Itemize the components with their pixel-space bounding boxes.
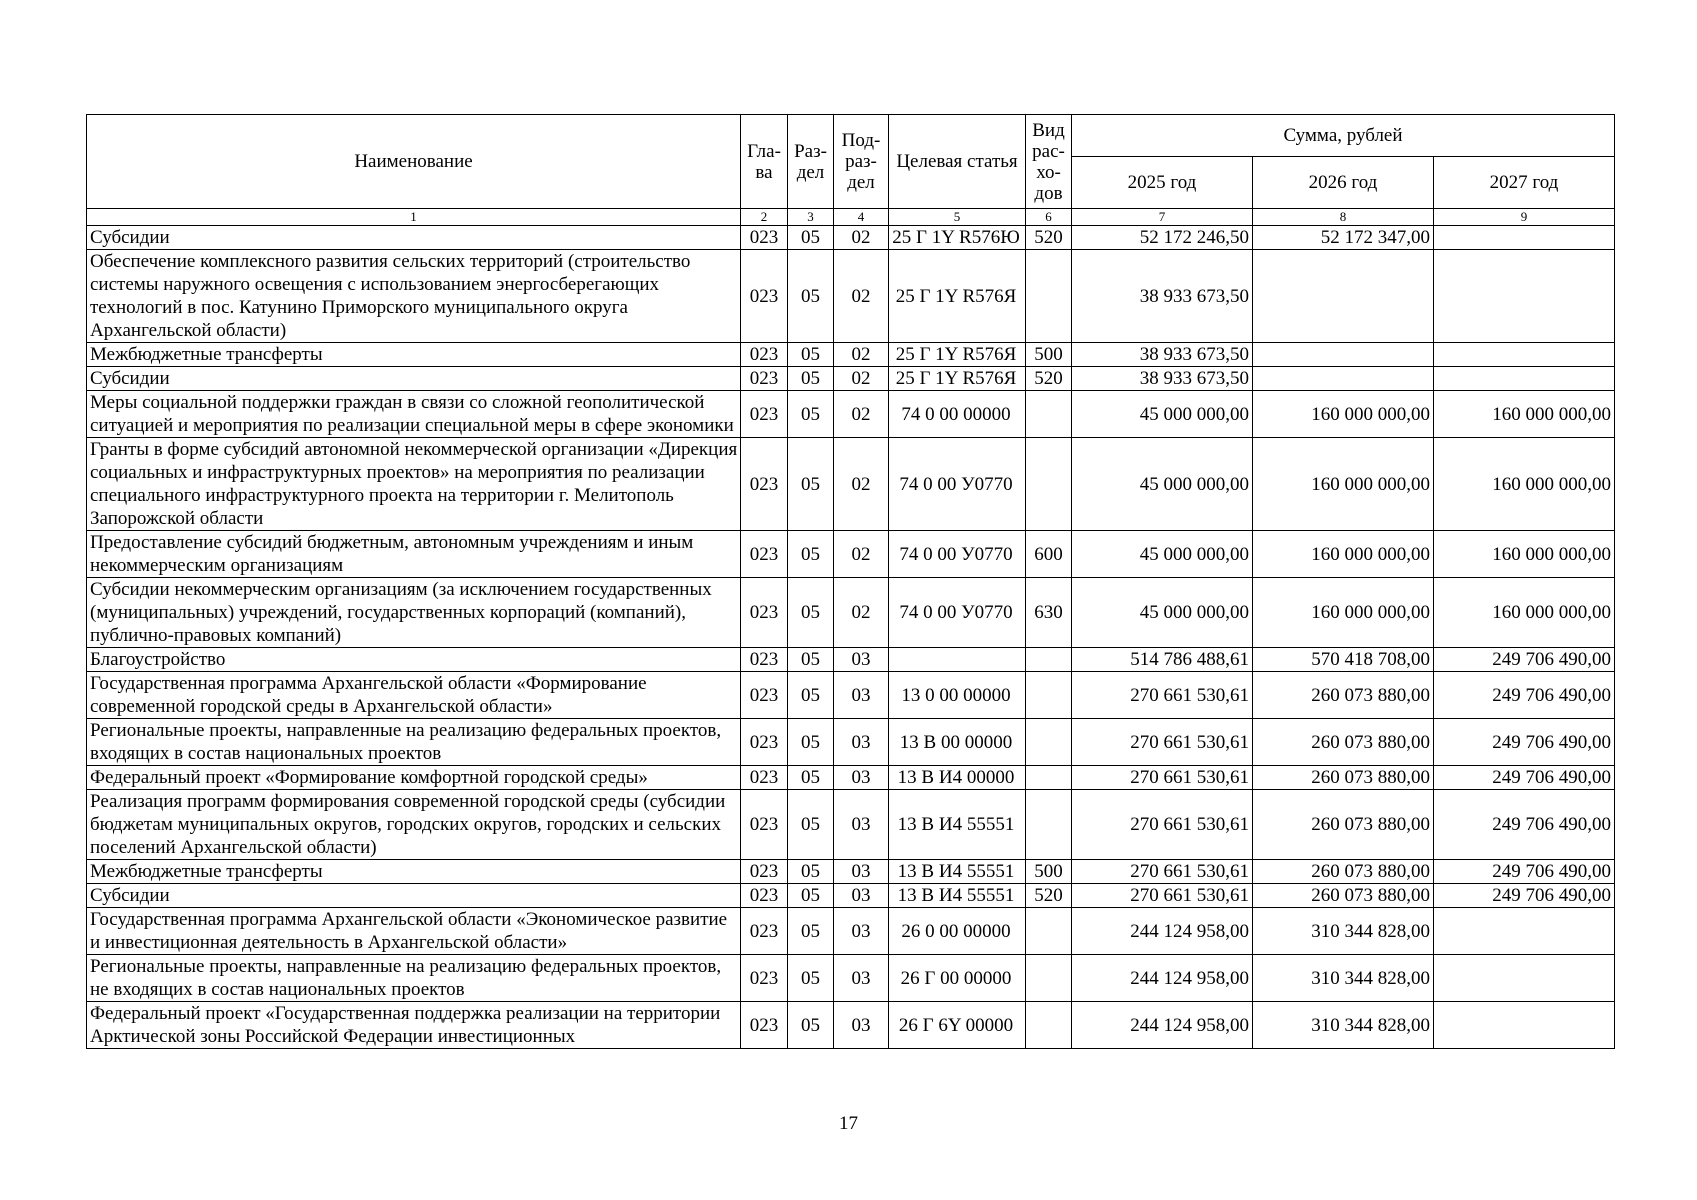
table-row: [87, 578, 1615, 648]
row-razdel: 05: [788, 955, 834, 1002]
column-number: 8: [1253, 209, 1434, 226]
row-sum-2027: [1434, 367, 1615, 391]
row-name: Предоставление субсидий бюджетным, автономным учреждениям и иным некоммерческим организациям: [87, 531, 741, 578]
table-row: [87, 250, 1615, 343]
row-sum-2025: 270 661 530,61: [1072, 790, 1253, 860]
row-razdel: 05: [788, 672, 834, 719]
row-expense-type: [1026, 719, 1072, 766]
row-name: Субсидии некоммерческим организациям (за исключением государственных (муниципальных) учреждений, государственных корпораций (компаний), публично-правовых компаний): [87, 578, 741, 648]
row-target-article: 25 Г 1Y R576Я: [889, 367, 1026, 391]
row-glava: 023: [741, 391, 788, 438]
table-row: [87, 367, 1615, 391]
column-number: 7: [1072, 209, 1253, 226]
row-sum-2025: 52 172 246,50: [1072, 226, 1253, 250]
row-glava: 023: [741, 672, 788, 719]
table-row: [87, 955, 1615, 1002]
row-target-article: 25 Г 1Y R576Я: [889, 343, 1026, 367]
row-sum-2027: 249 706 490,00: [1434, 884, 1615, 908]
row-sum-2026: 260 073 880,00: [1253, 860, 1434, 884]
row-name: Субсидии: [87, 226, 741, 250]
column-number: 9: [1434, 209, 1615, 226]
header-razdel: Раз-дел: [788, 115, 834, 209]
row-target-article: 13 0 00 00000: [889, 672, 1026, 719]
row-razdel: 05: [788, 578, 834, 648]
row-expense-type: 520: [1026, 367, 1072, 391]
row-sum-2027: 249 706 490,00: [1434, 672, 1615, 719]
row-expense-type: [1026, 790, 1072, 860]
budget-table: [86, 114, 1615, 1049]
row-name: Государственная программа Архангельской области «Экономическое развитие и инвестиционная деятельность в Архангельской области»: [87, 908, 741, 955]
row-sum-2026: [1253, 367, 1434, 391]
table-row: [87, 438, 1615, 531]
row-name: Реализация программ формирования современной городской среды (субсидии бюджетам муниципальных округов, городских округов, городских и сельских поселений Архангельской области): [87, 790, 741, 860]
row-sum-2025: 45 000 000,00: [1072, 391, 1253, 438]
row-sum-2025: 244 124 958,00: [1072, 1002, 1253, 1049]
column-number-row: [87, 209, 1615, 226]
row-sum-2026: [1253, 250, 1434, 343]
row-sum-2025: 514 786 488,61: [1072, 648, 1253, 672]
column-number: 4: [834, 209, 889, 226]
row-razdel: 05: [788, 790, 834, 860]
row-glava: 023: [741, 250, 788, 343]
row-podrazdel: 02: [834, 226, 889, 250]
row-sum-2027: [1434, 1002, 1615, 1049]
row-podrazdel: 02: [834, 578, 889, 648]
row-podrazdel: 02: [834, 531, 889, 578]
row-expense-type: [1026, 438, 1072, 531]
row-name: Благоустройство: [87, 648, 741, 672]
row-target-article: 26 0 00 00000: [889, 908, 1026, 955]
row-expense-type: [1026, 672, 1072, 719]
row-razdel: 05: [788, 226, 834, 250]
row-sum-2027: 249 706 490,00: [1434, 648, 1615, 672]
row-sum-2026: 570 418 708,00: [1253, 648, 1434, 672]
row-expense-type: 500: [1026, 343, 1072, 367]
row-razdel: 05: [788, 648, 834, 672]
row-glava: 023: [741, 531, 788, 578]
table-row: [87, 648, 1615, 672]
row-podrazdel: 02: [834, 367, 889, 391]
row-glava: 023: [741, 766, 788, 790]
row-podrazdel: 03: [834, 1002, 889, 1049]
row-sum-2026: [1253, 343, 1434, 367]
row-sum-2025: 270 661 530,61: [1072, 672, 1253, 719]
row-sum-2026: 260 073 880,00: [1253, 790, 1434, 860]
header-glava: Гла-ва: [741, 115, 788, 209]
table-row: [87, 908, 1615, 955]
row-target-article: 13 В И4 00000: [889, 766, 1026, 790]
row-expense-type: 500: [1026, 860, 1072, 884]
row-expense-type: 630: [1026, 578, 1072, 648]
row-name: Региональные проекты, направленные на реализацию федеральных проектов, не входящих в состав национальных проектов: [87, 955, 741, 1002]
row-sum-2025: 45 000 000,00: [1072, 578, 1253, 648]
row-glava: 023: [741, 343, 788, 367]
row-podrazdel: 02: [834, 438, 889, 531]
row-sum-2026: 260 073 880,00: [1253, 884, 1434, 908]
row-glava: 023: [741, 438, 788, 531]
row-target-article: 74 0 00 00000: [889, 391, 1026, 438]
row-sum-2026: 260 073 880,00: [1253, 672, 1434, 719]
row-sum-2026: 160 000 000,00: [1253, 578, 1434, 648]
row-sum-2025: 270 661 530,61: [1072, 766, 1253, 790]
table-row: [87, 884, 1615, 908]
header-year-2025: 2025 год: [1072, 157, 1253, 209]
row-sum-2025: 45 000 000,00: [1072, 438, 1253, 531]
row-razdel: 05: [788, 884, 834, 908]
row-expense-type: 520: [1026, 226, 1072, 250]
row-glava: 023: [741, 908, 788, 955]
row-target-article: 13 В И4 55551: [889, 790, 1026, 860]
row-expense-type: [1026, 955, 1072, 1002]
row-sum-2025: 270 661 530,61: [1072, 884, 1253, 908]
header-year-2026: 2026 год: [1253, 157, 1434, 209]
header-name: Наименование: [87, 115, 741, 209]
row-glava: 023: [741, 578, 788, 648]
row-name: Обеспечение комплексного развития сельских территорий (строительство системы наружного освещения с использованием энергосберегающих технологий в пос. Катунино Приморского муниципального округа Архангельской области): [87, 250, 741, 343]
row-podrazdel: 02: [834, 391, 889, 438]
row-name: Межбюджетные трансферты: [87, 860, 741, 884]
row-sum-2027: 160 000 000,00: [1434, 531, 1615, 578]
row-sum-2027: 160 000 000,00: [1434, 578, 1615, 648]
row-podrazdel: 02: [834, 250, 889, 343]
row-target-article: 26 Г 6Y 00000: [889, 1002, 1026, 1049]
header-year-2027: 2027 год: [1434, 157, 1615, 209]
row-name: Межбюджетные трансферты: [87, 343, 741, 367]
row-razdel: 05: [788, 391, 834, 438]
column-number: 1: [87, 209, 741, 226]
row-razdel: 05: [788, 438, 834, 531]
row-sum-2027: [1434, 955, 1615, 1002]
table-row: [87, 719, 1615, 766]
column-number: 5: [889, 209, 1026, 226]
row-sum-2026: 160 000 000,00: [1253, 531, 1434, 578]
table-row: [87, 672, 1615, 719]
row-sum-2025: 270 661 530,61: [1072, 860, 1253, 884]
row-expense-type: [1026, 908, 1072, 955]
row-sum-2027: 160 000 000,00: [1434, 391, 1615, 438]
row-sum-2025: 38 933 673,50: [1072, 367, 1253, 391]
row-razdel: 05: [788, 719, 834, 766]
column-number: 2: [741, 209, 788, 226]
row-razdel: 05: [788, 531, 834, 578]
row-expense-type: [1026, 648, 1072, 672]
row-expense-type: [1026, 391, 1072, 438]
row-name: Федеральный проект «Государственная поддержка реализации на территории Арктической зоны Российской Федерации инвестиционных: [87, 1002, 741, 1049]
row-glava: 023: [741, 955, 788, 1002]
table-body: [87, 226, 1615, 1049]
row-expense-type: [1026, 1002, 1072, 1049]
row-sum-2026: 260 073 880,00: [1253, 719, 1434, 766]
row-podrazdel: 03: [834, 908, 889, 955]
row-podrazdel: 03: [834, 672, 889, 719]
row-target-article: 13 В И4 55551: [889, 860, 1026, 884]
row-name: Федеральный проект «Формирование комфортной городской среды»: [87, 766, 741, 790]
page-number: 17: [839, 1113, 858, 1134]
row-razdel: 05: [788, 367, 834, 391]
row-sum-2026: 52 172 347,00: [1253, 226, 1434, 250]
row-sum-2025: 38 933 673,50: [1072, 250, 1253, 343]
row-target-article: 74 0 00 У0770: [889, 438, 1026, 531]
row-sum-2027: 249 706 490,00: [1434, 860, 1615, 884]
row-glava: 023: [741, 719, 788, 766]
row-name: Субсидии: [87, 367, 741, 391]
row-podrazdel: 03: [834, 955, 889, 1002]
table-row: [87, 1002, 1615, 1049]
column-number: 6: [1026, 209, 1072, 226]
header-csr: Целевая статья: [889, 115, 1026, 209]
row-sum-2026: 310 344 828,00: [1253, 1002, 1434, 1049]
row-target-article: 13 В 00 00000: [889, 719, 1026, 766]
row-expense-type: [1026, 766, 1072, 790]
header-vr: Вид рас-хо-дов: [1026, 115, 1072, 209]
row-sum-2026: 310 344 828,00: [1253, 908, 1434, 955]
row-podrazdel: 02: [834, 343, 889, 367]
row-podrazdel: 03: [834, 648, 889, 672]
row-razdel: 05: [788, 908, 834, 955]
column-number: 3: [788, 209, 834, 226]
row-target-article: 74 0 00 У0770: [889, 578, 1026, 648]
row-glava: 023: [741, 790, 788, 860]
header-podrazdel: Под-раз-дел: [834, 115, 889, 209]
row-name: Субсидии: [87, 884, 741, 908]
row-name: Меры социальной поддержки граждан в связи со сложной геополитической ситуацией и мероприятия по реализации специальной меры в сфере экономики: [87, 391, 741, 438]
row-sum-2026: 160 000 000,00: [1253, 391, 1434, 438]
header-sum: Сумма, рублей: [1072, 115, 1615, 157]
row-podrazdel: 03: [834, 790, 889, 860]
row-sum-2027: 249 706 490,00: [1434, 790, 1615, 860]
row-target-article: 25 Г 1Y R576Я: [889, 250, 1026, 343]
row-name: Региональные проекты, направленные на реализацию федеральных проектов, входящих в состав национальных проектов: [87, 719, 741, 766]
row-sum-2027: 249 706 490,00: [1434, 719, 1615, 766]
row-sum-2027: 160 000 000,00: [1434, 438, 1615, 531]
table-row: [87, 391, 1615, 438]
row-razdel: 05: [788, 250, 834, 343]
row-sum-2026: 260 073 880,00: [1253, 766, 1434, 790]
row-sum-2025: 38 933 673,50: [1072, 343, 1253, 367]
row-glava: 023: [741, 860, 788, 884]
row-glava: 023: [741, 226, 788, 250]
row-glava: 023: [741, 648, 788, 672]
row-sum-2026: 310 344 828,00: [1253, 955, 1434, 1002]
row-sum-2027: 249 706 490,00: [1434, 766, 1615, 790]
row-razdel: 05: [788, 860, 834, 884]
row-target-article: 26 Г 00 00000: [889, 955, 1026, 1002]
row-razdel: 05: [788, 1002, 834, 1049]
row-sum-2025: 270 661 530,61: [1072, 719, 1253, 766]
row-sum-2026: 160 000 000,00: [1253, 438, 1434, 531]
row-sum-2027: [1434, 250, 1615, 343]
row-sum-2027: [1434, 226, 1615, 250]
row-expense-type: 600: [1026, 531, 1072, 578]
row-glava: 023: [741, 367, 788, 391]
table-row: [87, 226, 1615, 250]
row-sum-2027: [1434, 908, 1615, 955]
row-podrazdel: 03: [834, 766, 889, 790]
table-row: [87, 766, 1615, 790]
row-target-article: 13 В И4 55551: [889, 884, 1026, 908]
table-row: [87, 531, 1615, 578]
row-sum-2025: 45 000 000,00: [1072, 531, 1253, 578]
row-sum-2027: [1434, 343, 1615, 367]
row-name: Гранты в форме субсидий автономной некоммерческой организации «Дирекция социальных и инфраструктурных проектов» на мероприятия по реализации специального инфраструктурного проекта на территории г. Мелитополь Запорожской области: [87, 438, 741, 531]
row-podrazdel: 03: [834, 719, 889, 766]
row-target-article: 74 0 00 У0770: [889, 531, 1026, 578]
row-expense-type: 520: [1026, 884, 1072, 908]
row-razdel: 05: [788, 343, 834, 367]
row-expense-type: [1026, 250, 1072, 343]
row-podrazdel: 03: [834, 884, 889, 908]
row-name: Государственная программа Архангельской области «Формирование современной городской среды в Архангельской области»: [87, 672, 741, 719]
row-sum-2025: 244 124 958,00: [1072, 908, 1253, 955]
row-podrazdel: 03: [834, 860, 889, 884]
row-glava: 023: [741, 884, 788, 908]
table-row: [87, 860, 1615, 884]
table-row: [87, 343, 1615, 367]
row-razdel: 05: [788, 766, 834, 790]
row-glava: 023: [741, 1002, 788, 1049]
row-target-article: [889, 648, 1026, 672]
row-target-article: 25 Г 1Y R576Ю: [889, 226, 1026, 250]
row-sum-2025: 244 124 958,00: [1072, 955, 1253, 1002]
table-row: [87, 790, 1615, 860]
